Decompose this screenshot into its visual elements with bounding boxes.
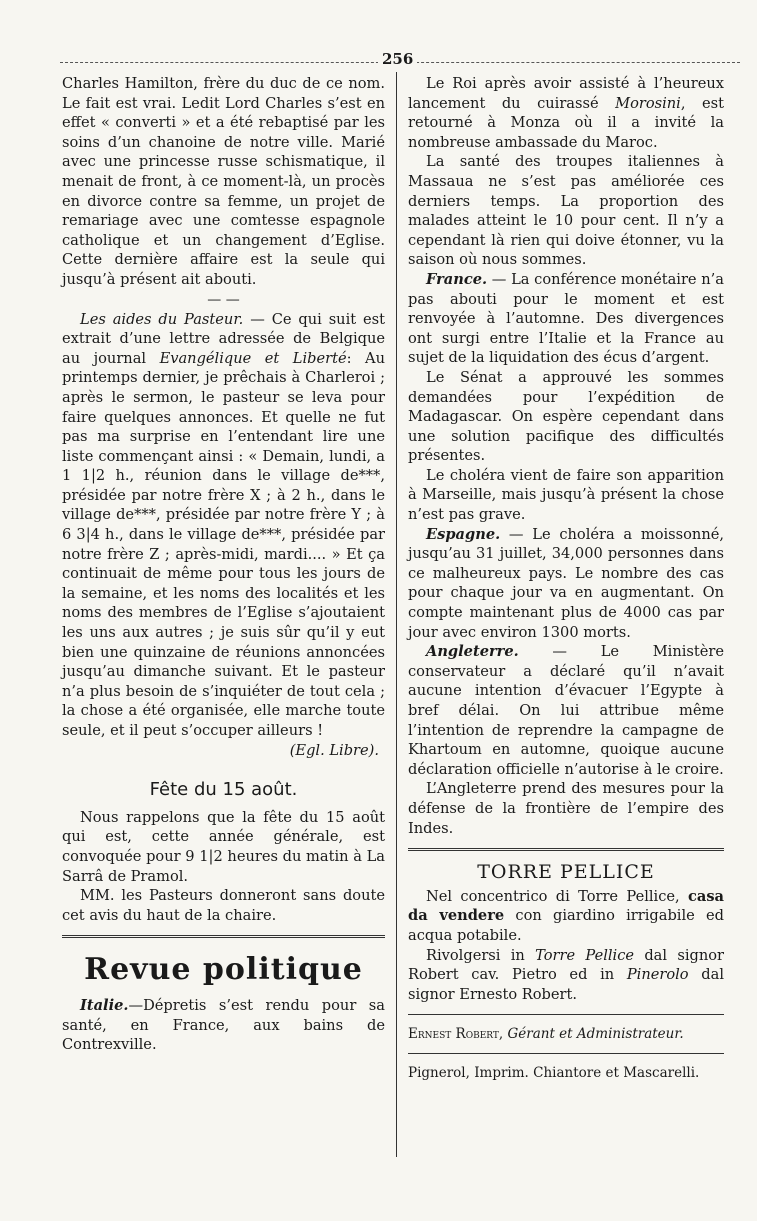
aides-title: Les aides du Pasteur. [80,310,244,328]
printer-rule [408,1053,724,1054]
aides-text2: : Au printemps dernier, je prêchais à Charleroi ; après le sermon, le pasteur se leva pour faire quelques annonces. Et quelle ne fut pas ma surprise en l’entendant lire une liste commençant ainsi : « Demain, lundi, a 1 1|2 h., réunion dans le village de***, présidée par notre frère X ; à 2 h., dans le village de***, présidée par notre frère Y ; à 6 3|4 h., dans le village de***, présidée par notre frère Z ; après-midi, mardi.... » Et ça continuait de même pour tous les jours de la semaine, et les noms des localités et les noms des membres de l’Eglise s’ajoutaient les uns aux autres ; je suis sûr qu’il y eut bien une quinzaine de réunions annoncées jusqu’au dimanche suivant. Et le pasteur n’a plus besoin de s’inquiéter de tout cela ; la chose a été organisée, elle marche toute seule, et il peut s’occuper ailleurs ! [62,349,385,739]
ad2-text-d: Pinerolo [626,966,689,984]
espagne-paragraph [408,525,724,643]
ad-text-c: con giardino irrigabile ed acqua potabile. [408,907,724,944]
ad2-text-a: Rivolgersi in [426,946,536,964]
ad2-text-b: Torre Pellice [535,946,635,964]
ad-text-a: Nel concentrico di Torre Pellice, [426,887,688,905]
roi-paragraph [408,74,724,152]
ad2-text-e: dal signor Ernesto Robert. [408,966,724,1003]
fete-paragraph-2: MM. les Pasteurs donneront sans doute cet avis du haut de la chaire. [62,887,385,924]
ad-title: TORRE PELLICE [477,861,655,884]
ad-rule [408,848,724,851]
espagne-text: — Le choléra a moissonné, jusqu’au 31 juillet, 34,000 personnes dans ce malheureux pays. Le nombre des cas pour chaque jour va en augmentant. On compte maintenant plus de 4000 cas par jour avec environ 1300 morts. [408,525,724,641]
espagne-label: Espagne. [426,525,501,543]
senat-paragraph: Le Sénat a approuvé les sommes demandées pour l’expédition de Madagascar. On espère cependant dans une solution pacifique des difficultés présentes. [408,368,724,465]
gerant-line [408,1025,724,1043]
gerant-name: Ernest Robert, [408,1026,504,1043]
printer-line: Pignerol, Imprim. Chiantore et Mascarelli. [408,1065,700,1082]
gerant-rule [408,1014,724,1015]
ad-paragraph-1 [408,887,724,946]
angleterre-label: Angleterre. [426,643,519,661]
roi-text: Le Roi après avoir assisté à l’heureux lancement du cuirassé [408,75,724,112]
separator: — — [207,291,240,308]
section-rule [62,935,385,938]
massaua-paragraph: La santé des troupes italiennes à Massaua ne s’est pas améliorée ces derniers temps. La proportion des malades atteint le 10 pour cent. Il n’y a cependant là rien qui doive étonner, vu la saison où nous sommes. [408,153,724,269]
ship-name: Morosini [615,94,681,112]
page-number: 256 [378,50,417,68]
angleterre-paragraph-2: L’Angleterre prend des mesures pour la défense de la frontière de l’empire des Indes. [408,780,724,837]
france-label: France. [426,270,488,288]
aides-text: — Ce qui suit est extrait d’une lettre adressée de Belgique au journal [62,310,385,367]
right-column [408,74,724,1082]
aides-journal: Evangélique et Liberté [159,349,347,367]
page-header [60,50,740,70]
gerant-role: Gérant et Administrateur. [507,1026,684,1043]
france-text: — La conférence monétaire n’a pas abouti pour le moment et est renvoyée à l’automne. Des divergences ont surgi entre l’Italie et la France au sujet de la liquidation des écus d’argent. [408,270,724,367]
column-divider [396,72,397,1157]
aides-source-line [62,741,385,761]
hamilton-paragraph: Charles Hamilton, frère du duc de ce nom. Le fait est vrai. Ledit Lord Charles s’est en effet « converti » et a été rebaptisé par les soins d’un chanoine de notre ville. Marié avec une princesse russe schismatique, il menait de front, à ce moment-là, un procès en divorce contre sa femme, un projet de remariage avec une comtesse espagnole catholique et un changement d’Eglise. Cette dernière affaire est la seule qui jusqu’à présent ait abouti. [62,75,385,288]
angleterre-paragraph [408,642,724,779]
revue-heading: Revue politique [84,952,363,988]
aides-paragraph [62,310,385,741]
fete-heading: Fête du 15 août. [149,779,298,801]
france-paragraph [408,270,724,368]
italie-text: —Dépretis s’est rendu pour sa santé, en France, aux bains de Contrexville. [62,996,385,1054]
fete-paragraph-1: Nous rappelons que la fête du 15 août qui est, cette année générale, est convoquée pour 9 1|2 heures du matin à La Sarrâ de Pramol. [62,808,385,885]
italie-label: Italie. [80,996,129,1014]
ad-paragraph-2 [408,946,724,1005]
angleterre-text: — Le Ministère conservateur a déclaré qu’il n’avait aucune intention d’évacuer l’Egypte à bref délai. On lui attribue même l’intention de reprendre la campagne de Khartoum en automne, quoique aucune déclaration officielle n’autorise à le croire. [408,643,724,778]
ad-text-b: casa da vendere [408,887,724,925]
cholera-paragraph: Le choléra vient de faire son apparition à Marseille, mais jusqu’à présent la chose n’est pas grave. [408,466,724,524]
italie-paragraph [62,996,385,1055]
left-column [62,74,385,1055]
aides-source: (Egl. Libre). [289,741,379,759]
roi-rest: , est retourné à Monza où il a invité la nombreuse ambassade du Maroc. [408,94,724,151]
ad2-text-c: dal signor Robert cav. Pietro ed in [408,946,724,984]
